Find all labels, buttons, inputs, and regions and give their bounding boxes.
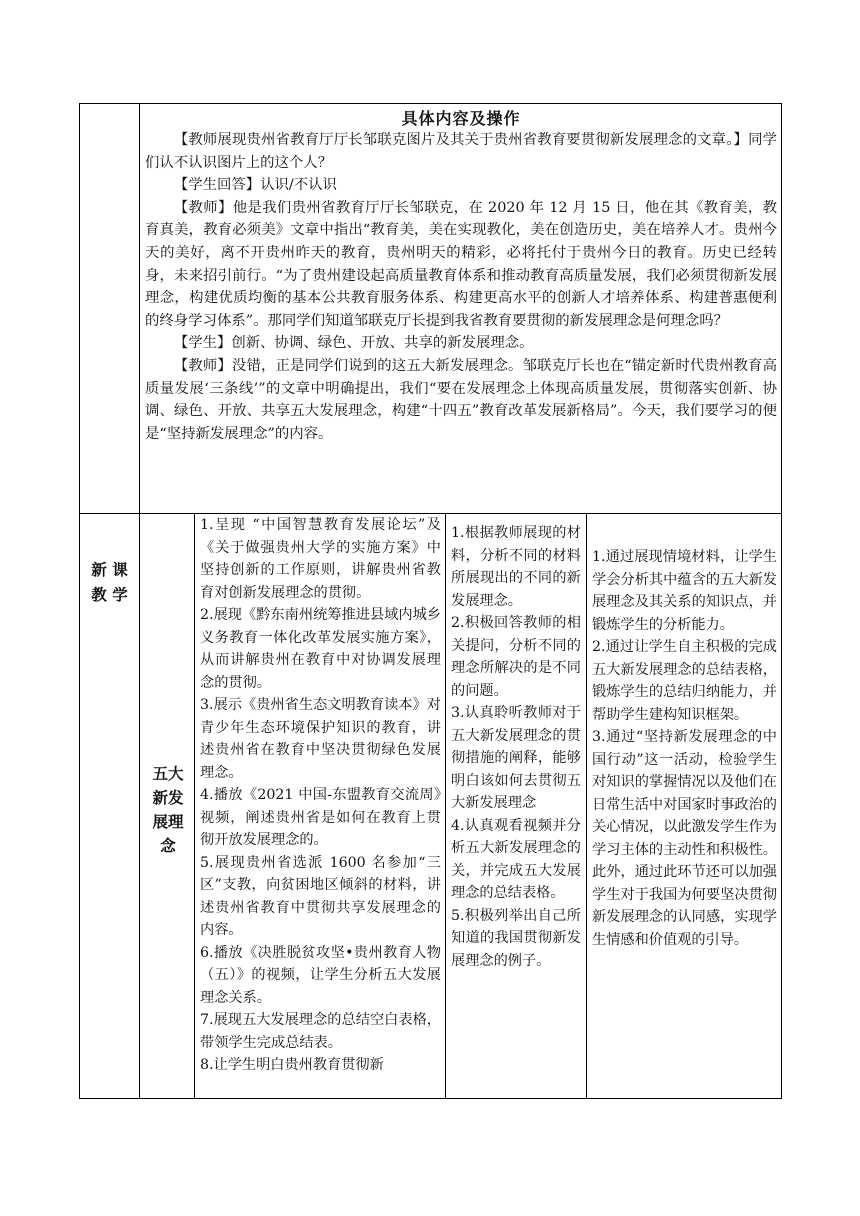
table-border-top [79,103,782,104]
intro-paragraph-1: 【教师展现贵州省教育厅厅长邹联克图片及其关于贵州省教育要贯彻新发展理念的文章。】同学们认不认识图片上的这个人？ [145,132,777,171]
intro-paragraph-5: 【教师】没错，正是同学们说到的这五大新发展理念。邹联克厅长也在“锚定新时代贵州教育高质量发展‘三条线’”的文章中明确提出，我们“要在发展理念上体现高质量发展，贯彻落实创新、协调、绿色、开放、共享五大发展理念，构建“十四五”教育改革发展新格局”。今天，我们要学习的便是“坚持新发展理念”的内容。 [145,357,777,442]
student-item-1: 1.根据教师展现的材料，分析不同的材料所展现出的不同的新发展理念。 [451,525,581,609]
column-divider-2 [194,513,195,1099]
column-divider-1 [139,103,140,1099]
teacher-item-8: 8.让学生明白贵州教育贯彻新 [200,1057,384,1073]
teacher-item-4: 4.播放《2021 中国-东盟教育交流周》视频，阐述贵州省是如何在教育上贯彻开放发展理念的。 [200,787,441,848]
student-activities [451,522,581,1097]
student-item-3: 3.认真聆听教师对于五大新发展理念的贯彻措施的阐释，能够明白该如何去贯彻五大新发展理念 [451,705,581,811]
teacher-item-1: 1.呈现 “中国智慧教育发展论坛”及《关于做强贵州大学的实施方案》中坚持创新的工作原则，讲解贵州省教育对创新发展理念的贯彻。 [200,517,441,601]
section-label: 新 课 教 学 [91,560,128,604]
intro-paragraph-2: 【学生回答】认识/不认识 [173,177,337,194]
design-intent [592,546,777,1096]
teacher-item-2: 2.展现《黔东南州统筹推进县域内城乡义务教育一体化改革发展实施方案》，从而讲解贵州在教育中对协调发展理念的贯彻。 [200,607,441,691]
section-sublabel: 五大 新发 展理 念 [152,764,184,855]
content-title: 具体内容及操作 [401,109,521,128]
student-item-4: 4.认真观看视频并分析五大新发展理念的关，并完成五大发展理念的总结表格。 [451,817,581,901]
table-border-bottom [79,1098,782,1099]
intent-item-3: 3.通过“坚持新发展理念的中国行动”这一活动，检验学生对知识的掌握情况以及他们在日常生活中对国家时事政治的关心情况，以此激发学生作为学习主体的主动性和积极性。此外，通过此环节还可以加强学生对于我国为何要坚决贯彻新发展理念的认同感，实现学生情感和价值观的引导。 [592,729,777,948]
intro-paragraph-3: 【教师】他是我们贵州省教育厅厅长邹联克，在 2020 年 12 月 15 日，他在其《教育美，教育真美，教育必须美》文章中指出“教育美，美在实现教化，美在创造历史，美在培养人才。贵州今天的美好，离不开贵州昨天的教育，贵州明天的精彩，必将托付于贵州今日的教育。历史已经转身，未来招引前行。“为了贵州建设起高质量教育体系和推动教育高质量发展，我们必须贯彻新发展理念，构建优质均衡的基本公共教育服务体系、构建更高水平的创新人才培养体系、构建普惠便利的终身学习体系”。那同学们知道邹联克厅长提到我省教育要贯彻的新发展理念是何理念吗？ [145,199,777,329]
teacher-item-7: 7.展现五大发展理念的总结空白表格，带领学生完成总结表。 [200,1012,441,1051]
teacher-item-6: 6.播放《决胜脱贫攻坚•贵州教育人物（五）》的视频，让学生分析五大发展理念关系。 [200,944,441,1006]
column-divider-3 [445,513,446,1099]
intent-item-2: 2.通过让学生自主积极的完成五大新发展理念的总结表格，锻炼学生的总结归纳能力，并帮助学生建构知识框架。 [592,639,777,723]
teacher-item-5: 5.展现贵州省选派 1600 名参加“三区”支教，向贫困地区倾斜的材料，讲述贵州省教育中贯彻共享发展理念的内容。 [200,854,441,938]
column-divider-4 [586,513,587,1099]
teacher-item-3: 3.展示《贵州省生态文明教育读本》对青少年生态环境保护知识的教育，讲述贵州省在教育中坚决贯彻绿色发展理念。 [200,697,441,781]
table-border-right [781,103,782,1099]
content-cell [145,106,777,512]
teacher-activities [200,514,441,1098]
intent-item-1: 1.通过展现情境材料，让学生学会分析其中蕴含的五大新发展理念及其关系的知识点，并锻炼学生的分析能力。 [592,549,777,633]
student-item-5: 5.积极列举出自己所知道的我国贯彻新发展理念的例子。 [451,907,581,969]
intro-paragraph-4: 【学生】创新、协调、绿色、开放、共享的新发展理念。 [173,335,534,352]
student-item-2: 2.积极回答教师的相关提问，分析不同的理念所解决的是不同的问题。 [451,615,581,699]
